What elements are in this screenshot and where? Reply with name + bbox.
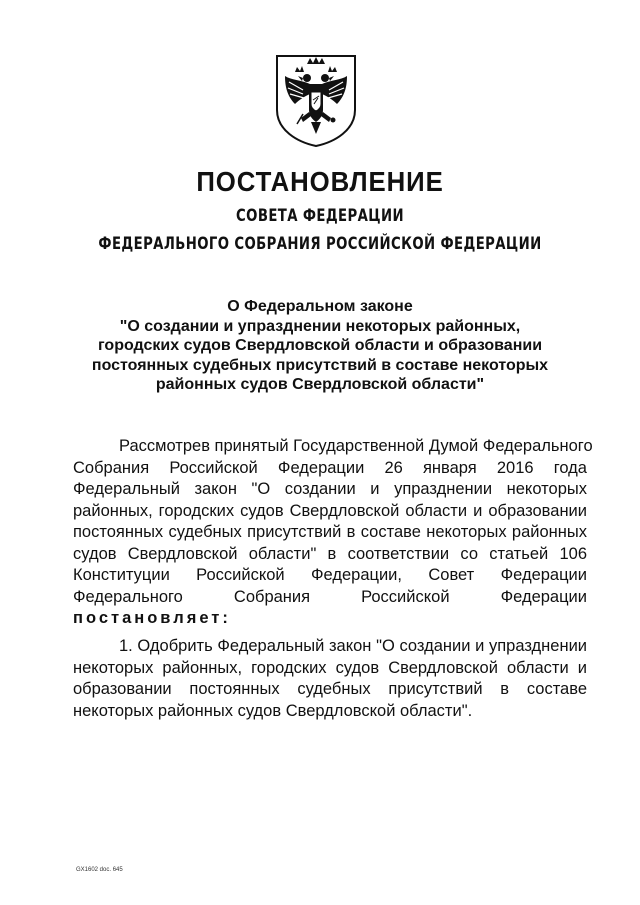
document-issuer-line2: ФЕДЕРАЛЬНОГО СОБРАНИЯ РОССИЙСКОЙ ФЕДЕРАЦИИ — [98, 234, 542, 254]
preamble-paragraph — [73, 436, 593, 630]
paragraph-line: Рассмотрев принятый Государственной Думой Федерального — [119, 437, 593, 455]
paragraph-line: Конституции Российской Федерации, Совет Федерации — [73, 566, 587, 584]
resolution-item-1 — [73, 636, 587, 722]
paragraph-line: судов Свердловской области" в соответствии со статьей 106 — [73, 544, 587, 563]
decree-word: постановляет: — [73, 609, 231, 627]
document-subject — [70, 297, 570, 395]
paragraph-line: некоторых районных судов Свердловской области". — [73, 701, 473, 720]
paragraph-line: Федеральный закон "О создании и упразднении некоторых — [73, 480, 587, 498]
subject-line: "О создании и упразднении некоторых районных, — [119, 317, 521, 335]
document-issuer-line1: СОВЕТА ФЕДЕРАЦИИ — [236, 206, 404, 226]
paragraph-line: Федерального Собрания Российской Федерации — [73, 587, 587, 606]
subject-line: постоянных судебных присутствий в составе некоторых — [91, 356, 549, 374]
subject-line: районных судов Свердловской области" — [155, 376, 485, 393]
document-title: ПОСТАНОВЛЕНИЕ — [196, 166, 444, 197]
subject-line: О Федеральном законе — [227, 298, 413, 315]
paragraph-line: постоянных судебных присутствий в составе некоторых районных — [73, 523, 587, 541]
paragraph-line: Собрания Российской Федерации 26 января 2016 года — [73, 458, 587, 477]
document-code: GX1602 doc. 645 — [76, 867, 123, 873]
subject-line: городских судов Свердловской области и образовании — [97, 337, 543, 354]
coat-of-arms-icon — [273, 52, 359, 148]
paragraph-line: некоторых районных, городских судов Свердловской области и — [73, 658, 587, 677]
paragraph-line: районных, городских судов Свердловской области и образовании — [73, 501, 587, 520]
paragraph-line: образовании постоянных судебных присутствий в составе — [73, 680, 587, 698]
paragraph-line: 1. Одобрить Федеральный закон "О создании и упразднении — [119, 637, 587, 655]
